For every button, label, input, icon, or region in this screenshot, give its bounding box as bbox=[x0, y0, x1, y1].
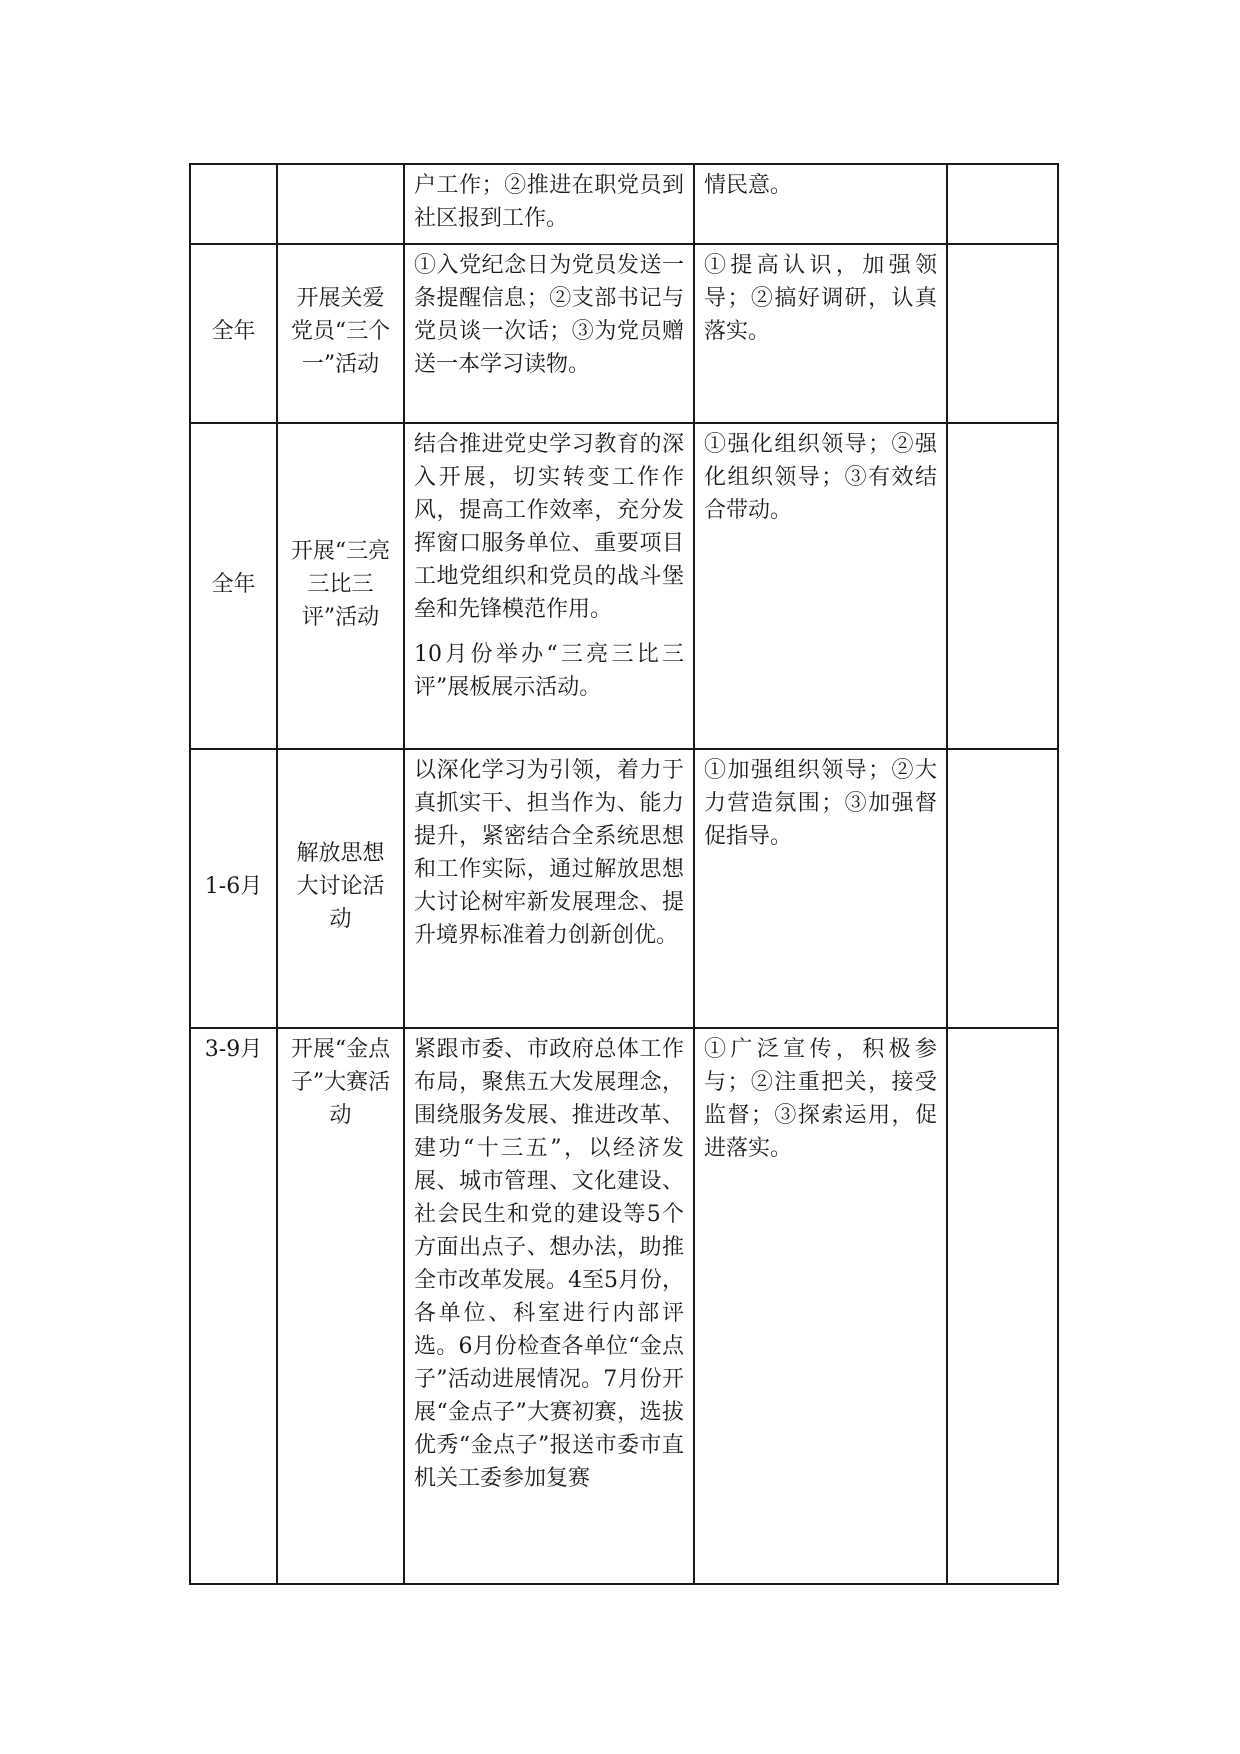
content-paragraph: 结合推进党史学习教育的深入开展，切实转变工作作风，提高工作效率，充分发挥窗口服务单位、重要项目工地党组织和党员的战斗堡垒和先锋模范作用。 bbox=[414, 432, 684, 622]
content-paragraph: ①入党纪念日为党员发送一条提醒信息；②支部书记与党员谈一次话；③为党员赠送一本学习读物。 bbox=[414, 253, 684, 377]
content-paragraph: 紧跟市委、市政府总体工作布局，聚焦五大发展理念，围绕服务发展、推进改革、建功“十三五”，以经济发展、城市管理、文化建设、社会民生和党的建设等5个方面出点子、想办法，助推全市改革发展。4至5月份，各单位、科室进行内部评选。6月份检查各单位“金点子”活动进展情况。7月份开展“金点子”大赛初赛，选拔优秀“金点子”报送市委市直机关工委参加复赛 bbox=[414, 1037, 684, 1491]
content-cell bbox=[404, 423, 694, 749]
remarks-cell bbox=[947, 244, 1058, 423]
remarks-cell bbox=[947, 423, 1058, 749]
table-row bbox=[190, 749, 1058, 1028]
time-cell bbox=[190, 164, 277, 244]
measures-cell: ①强化组织领导；②强化组织领导；③有效结合带动。 bbox=[694, 423, 947, 749]
table-row bbox=[190, 164, 1058, 244]
activity-cell bbox=[277, 164, 404, 244]
content-cell bbox=[404, 244, 694, 423]
table-row bbox=[190, 1028, 1058, 1584]
activity-plan-table bbox=[189, 163, 1059, 1585]
activity-cell: 开展关爱党员“三个一”活动 bbox=[277, 244, 404, 423]
measures-cell: ①提高认识，加强领导；②搞好调研，认真落实。 bbox=[694, 244, 947, 423]
table-row bbox=[190, 244, 1058, 423]
time-cell: 1-6月 bbox=[190, 749, 277, 1028]
measures-cell: 情民意。 bbox=[694, 164, 947, 244]
content-cell bbox=[404, 1028, 694, 1584]
time-cell: 全年 bbox=[190, 244, 277, 423]
time-cell: 3-9月 bbox=[190, 1028, 277, 1584]
content-paragraph: 户工作；②推进在职党员到社区报到工作。 bbox=[414, 173, 684, 231]
measures-cell: ①广泛宣传，积极参与；②注重把关，接受监督；③探索运用，促进落实。 bbox=[694, 1028, 947, 1584]
activity-cell: 开展“三亮三比三评”活动 bbox=[277, 423, 404, 749]
remarks-cell bbox=[947, 164, 1058, 244]
content-cell bbox=[404, 749, 694, 1028]
time-cell: 全年 bbox=[190, 423, 277, 749]
content-paragraph: 以深化学习为引领，着力于真抓实干、担当作为、能力提升，紧密结合全系统思想和工作实际，通过解放思想大讨论树牢新发展理念、提升境界标准着力创新创优。 bbox=[414, 758, 684, 948]
remarks-cell bbox=[947, 749, 1058, 1028]
remarks-cell bbox=[947, 1028, 1058, 1584]
content-cell bbox=[404, 164, 694, 244]
activity-cell: 开展“金点子”大赛活动 bbox=[277, 1028, 404, 1584]
content-paragraph: 10月份举办“三亮三比三评”展板展示活动。 bbox=[414, 642, 684, 700]
measures-cell: ①加强组织领导；②大力营造氛围；③加强督促指导。 bbox=[694, 749, 947, 1028]
activity-cell: 解放思想大讨论活动 bbox=[277, 749, 404, 1028]
table-row bbox=[190, 423, 1058, 749]
